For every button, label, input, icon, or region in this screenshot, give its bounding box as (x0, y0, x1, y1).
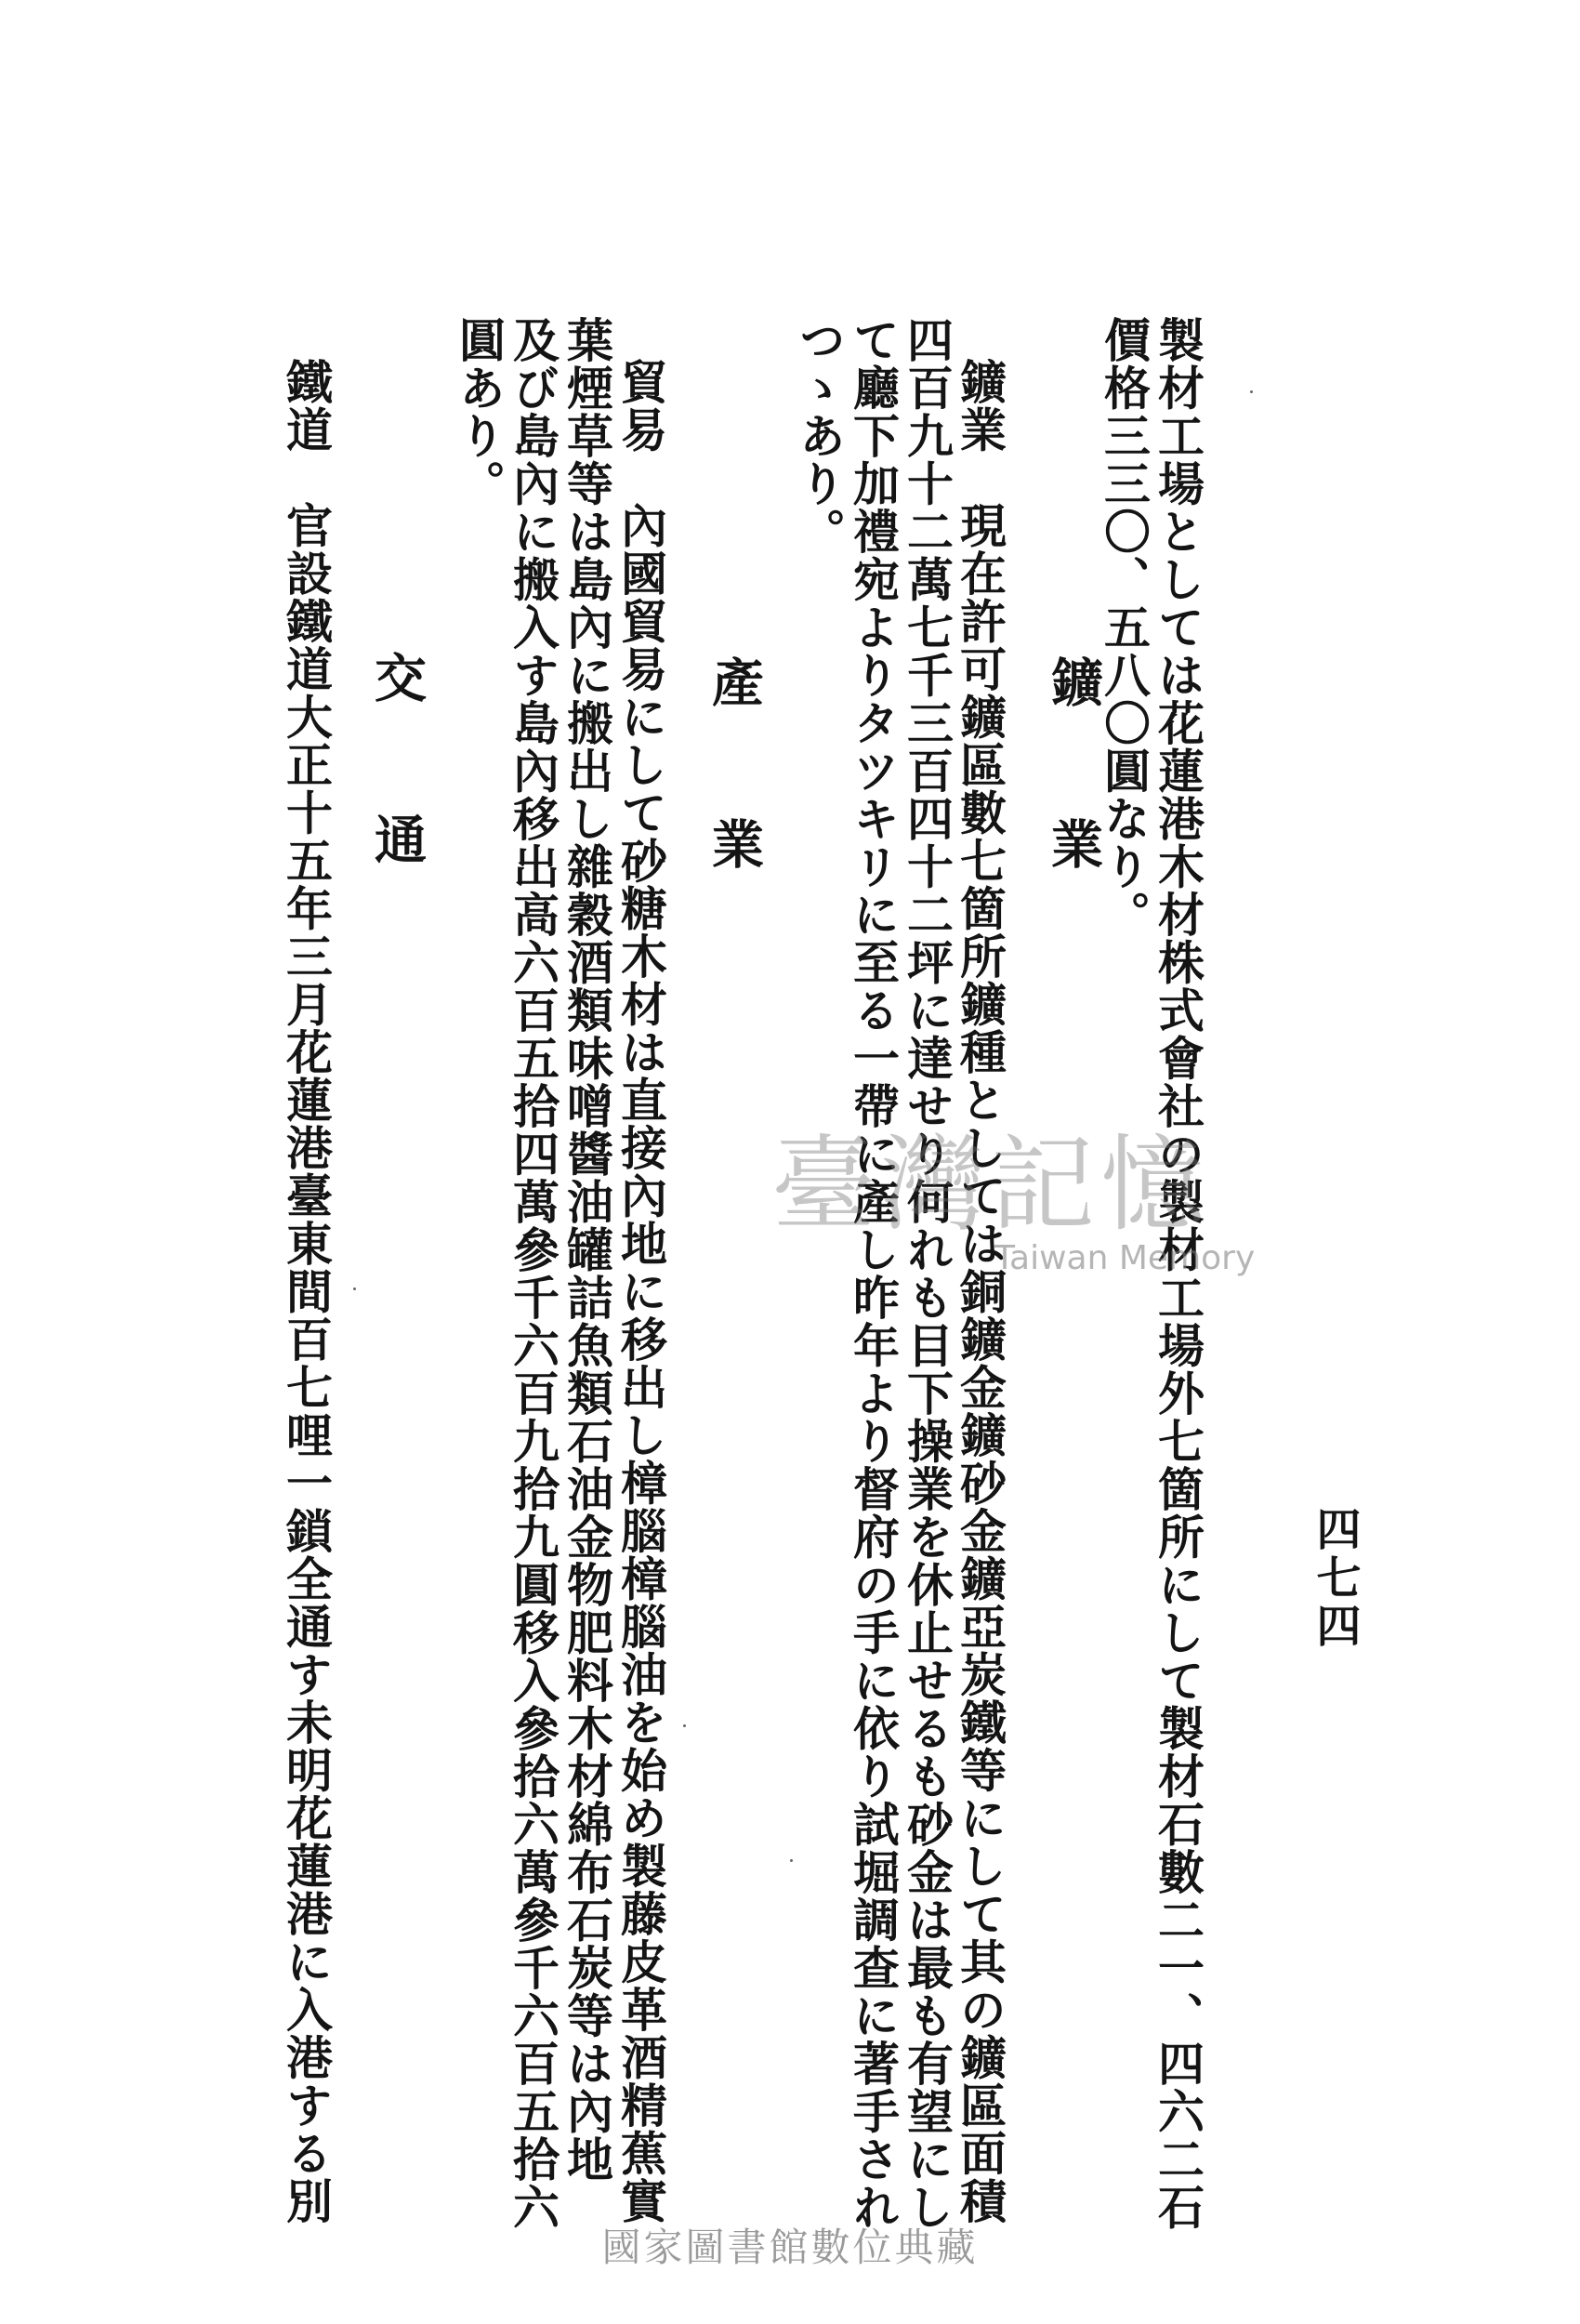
text-column-11: 鐵道 官設鐵道大正十五年三月花蓮港臺東間百七哩一鎖全通す未明花蓮港に入港する別 (279, 358, 334, 2225)
section-heading-mining: 鑛業 (1043, 655, 1104, 979)
library-footer: 國家圖書館數位典藏 (601, 2225, 979, 2270)
watermark-latin: Taiwan Memory (994, 1239, 1256, 1277)
text-column-4: 四百九十二萬七千三百四十二坪に達せり何れも目下操業を休止せるも砂金は最も有望にし (900, 316, 955, 2231)
section-heading-transport: 交通 (366, 651, 428, 974)
watermark-cjk: 臺灣記憶 (771, 1125, 1210, 1246)
text-column-8: 葉煙草等は島內に搬出し雜穀酒類味噌醬油罐詰魚類石油金物肥料木材綿布石炭等は內地 (560, 316, 614, 2184)
text-column-2: 價格三三〇、五八〇圓なり。 (1097, 316, 1152, 939)
text-column-3: 鑛業 現在許可鑛區數七箇所鑛種としては銅鑛金鑛砂金鑛亞炭鐵等にして其の鑛區面積 (953, 358, 1007, 2225)
scan-speck (683, 1724, 686, 1727)
page-number: 四七四 (1309, 1506, 1361, 1651)
scan-speck (353, 1287, 356, 1290)
text-column-6: つゝあり。 (792, 316, 847, 556)
text-column-1: 製材工場としては花蓮港木材株式會社の製材工場外七箇所にして製材石數二一、四六二石 (1151, 316, 1205, 2231)
text-column-5: て廳下加禮宛よりタツキリに至る一帶に產し昨年より督府の手に依り試堀調查に著手され (846, 316, 901, 2231)
text-column-10: 圓あり。 (452, 316, 507, 508)
scan-speck (790, 1859, 793, 1862)
section-heading-industry: 產業 (704, 655, 765, 979)
text-column-7: 貿易 內國貿易にして砂糖木材は直接內地に移出し樟腦樟腦油を始め製藤皮革酒精蕉實 (613, 358, 668, 2225)
text-column-9: 及び島內に搬入す島內移出高六百五拾四萬參千六百九拾九圓移入參拾六萬參千六百五拾六 (506, 316, 560, 2231)
scan-speck (1250, 390, 1253, 393)
